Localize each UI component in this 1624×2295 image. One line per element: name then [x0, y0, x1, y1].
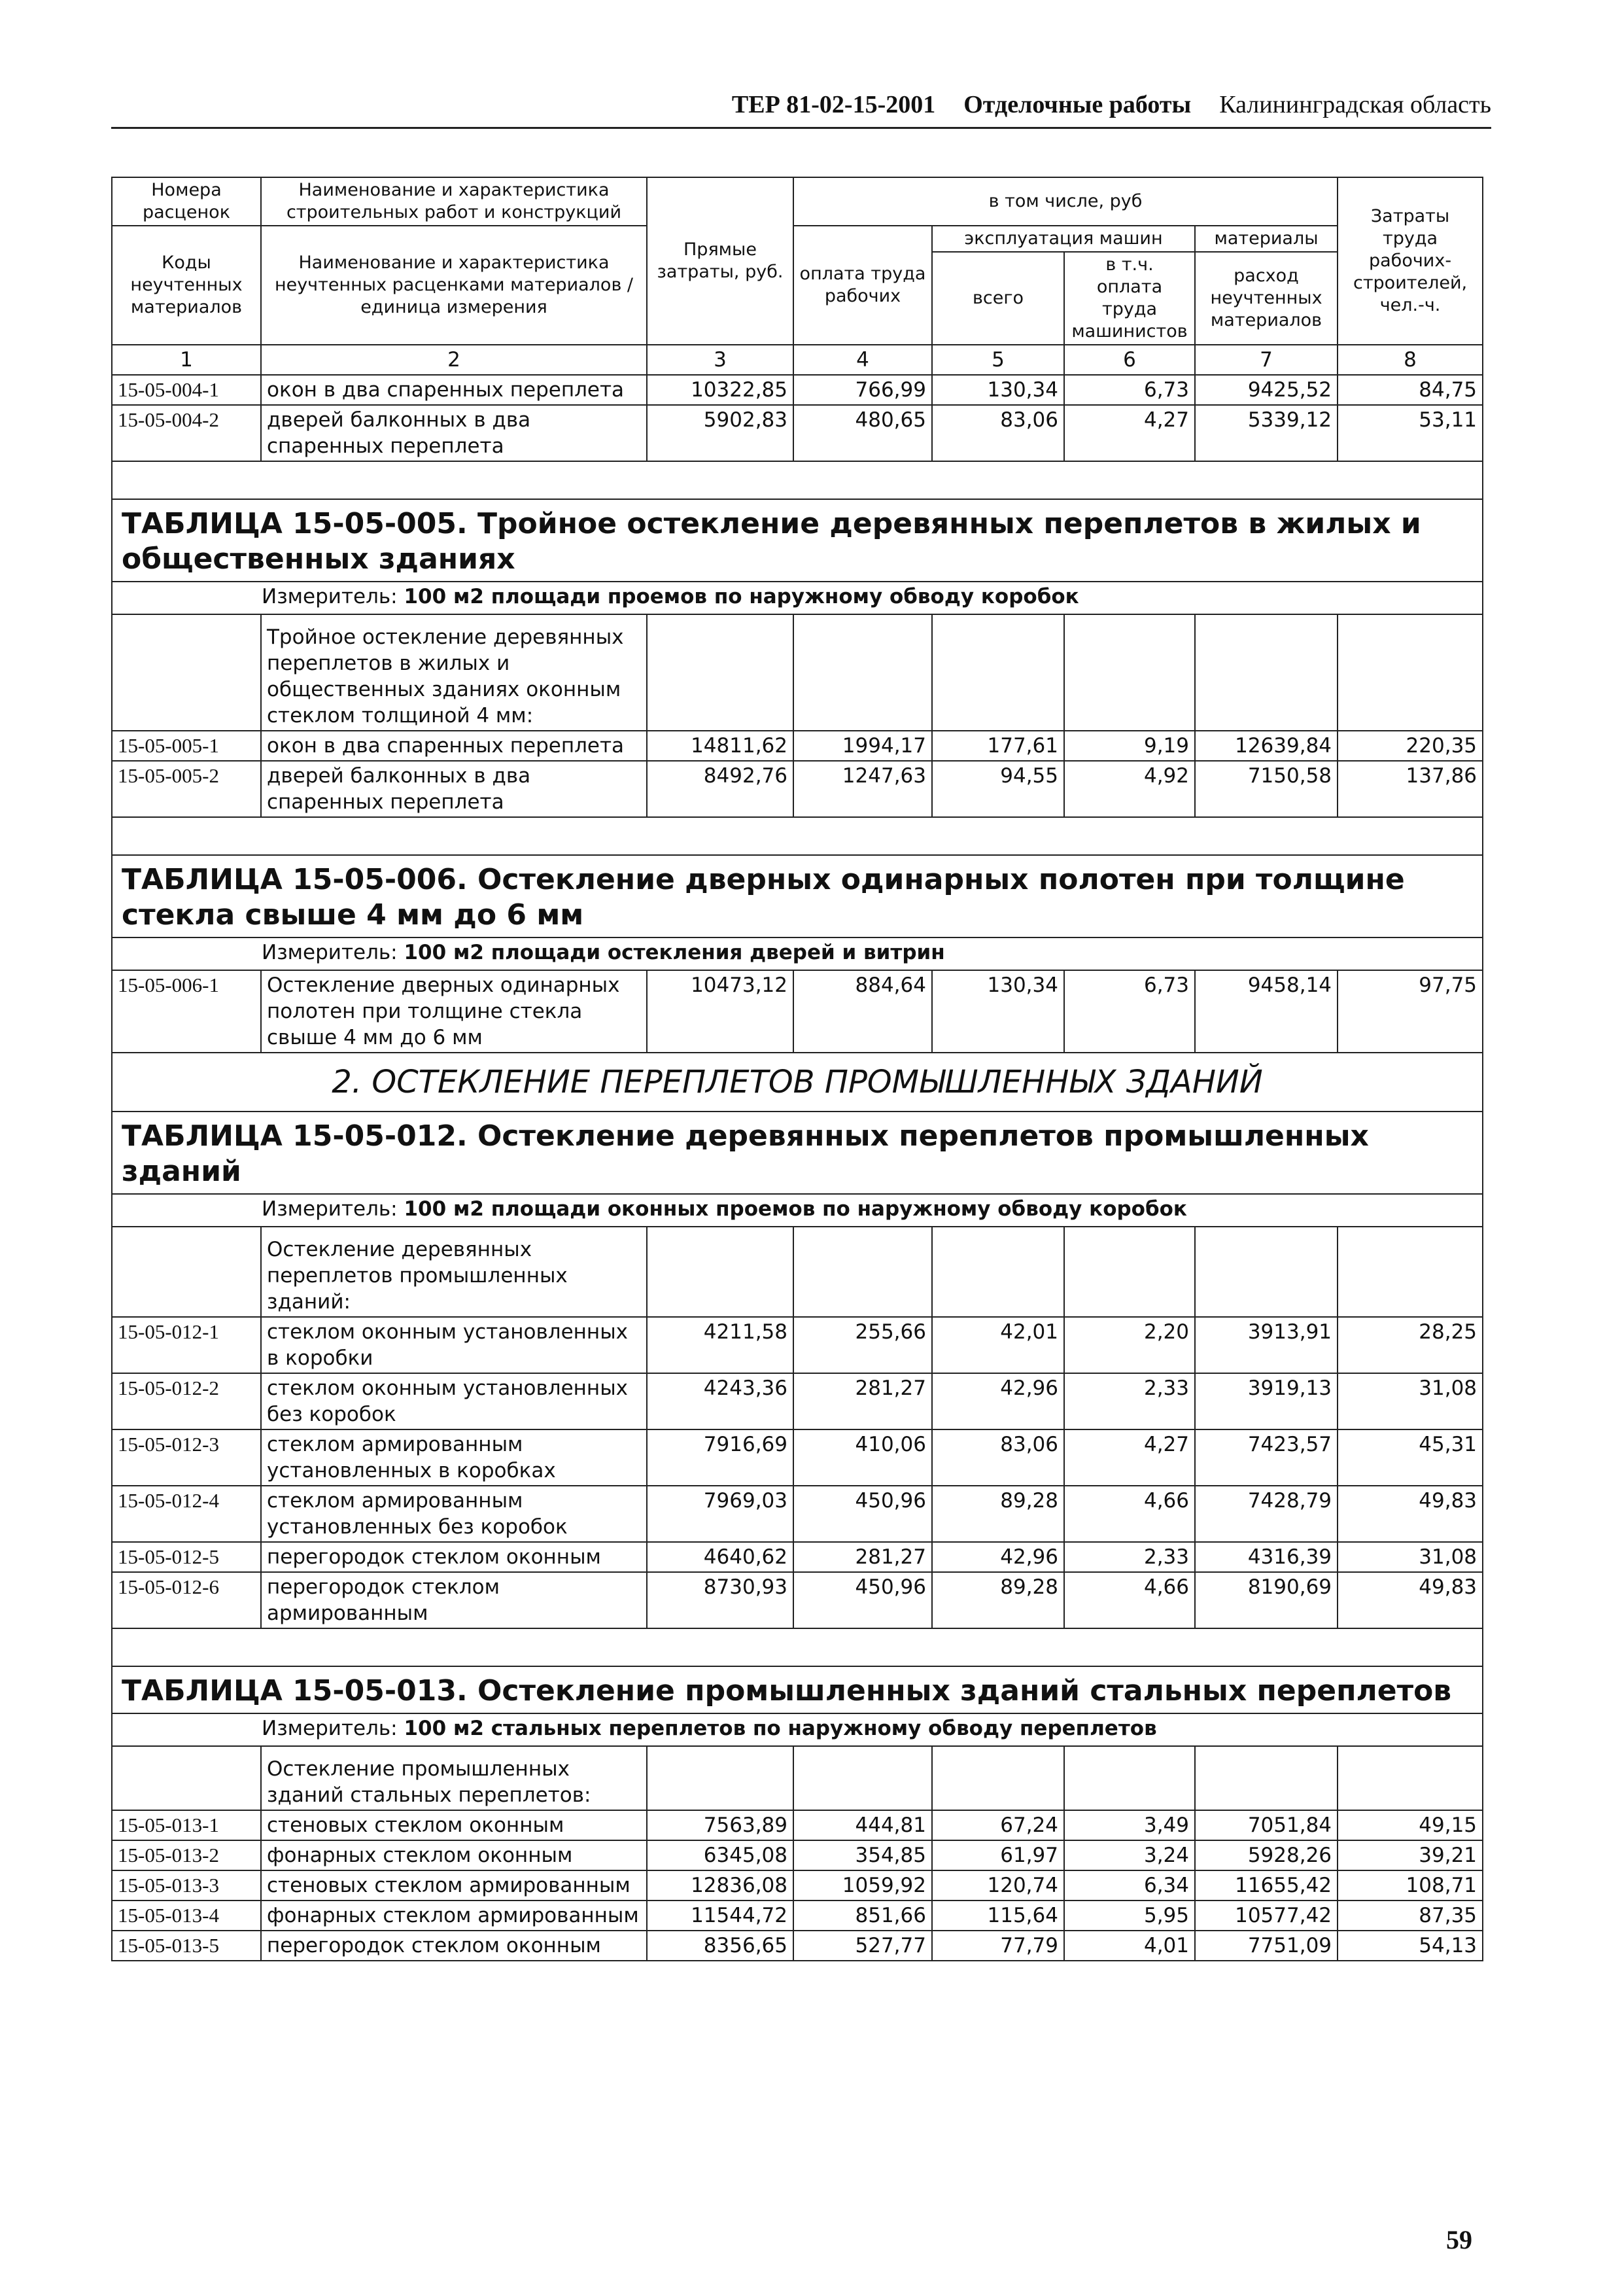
group-empty-cell	[647, 1746, 793, 1810]
group-empty-cell	[1064, 1227, 1195, 1317]
work-name: окон в два спаренных переплета	[261, 731, 647, 761]
table-row	[112, 1870, 1483, 1901]
group-description: Остекление промышленных зданий стальных переплетов:	[261, 1746, 647, 1810]
table-row	[112, 1317, 1483, 1373]
table-gap-cell	[112, 817, 1483, 855]
unit-label: Измеритель:	[262, 585, 398, 608]
table-title-text: ТАБЛИЦА 15-05-013. Остекление промышленных зданий стальных переплетов	[112, 1666, 1483, 1713]
table-title-text: ТАБЛИЦА 15-05-012. Остекление деревянных переплетов промышленных зданий	[112, 1112, 1483, 1194]
running-header	[111, 90, 1491, 129]
materials: 10577,42	[1195, 1901, 1338, 1931]
header-col2-bottom: Наименование и характеристика неучтенных расценками материалов / единица измерения	[261, 226, 647, 345]
machines-total: 77,79	[932, 1931, 1064, 1961]
rate-code: 15-05-012-5	[112, 1542, 261, 1572]
table-row	[112, 1931, 1483, 1961]
section-heading	[112, 1053, 1483, 1112]
group-row	[112, 1227, 1483, 1317]
table-gap-cell	[112, 1628, 1483, 1666]
header-labor-costs: Затраты труда рабочих-строителей, чел.-ч.	[1338, 177, 1483, 345]
unit-value: 100 м2 стальных переплетов по наружному обводу переплетов	[404, 1717, 1157, 1740]
work-name: Остекление дверных одинарных полотен при толщине стекла свыше 4 мм до 6 мм	[261, 970, 647, 1053]
labor-hours: 31,08	[1338, 1542, 1483, 1572]
machines-operators-pay: 3,49	[1064, 1810, 1195, 1840]
table-unit-cell	[112, 937, 1483, 970]
machines-operators-pay: 2,20	[1064, 1317, 1195, 1373]
column-index: 7	[1195, 345, 1338, 375]
labor-hours: 49,83	[1338, 1486, 1483, 1542]
machines-operators-pay: 3,24	[1064, 1840, 1195, 1870]
materials: 12639,84	[1195, 731, 1338, 761]
machines-operators-pay: 4,66	[1064, 1572, 1195, 1628]
column-index: 6	[1064, 345, 1195, 375]
direct-costs: 7563,89	[647, 1810, 793, 1840]
materials: 9458,14	[1195, 970, 1338, 1053]
table-title	[112, 855, 1483, 937]
machines-total: 67,24	[932, 1810, 1064, 1840]
labor-pay: 1994,17	[793, 731, 932, 761]
document-title: Отделочные работы	[963, 91, 1192, 118]
rate-code: 15-05-012-4	[112, 1486, 261, 1542]
unit-label: Измеритель:	[262, 1197, 398, 1221]
rate-code: 15-05-013-1	[112, 1810, 261, 1840]
direct-costs: 10322,85	[647, 375, 793, 405]
unit-value: 100 м2 площади остекления дверей и витрин	[404, 941, 945, 964]
work-name: перегородок стеклом армированным	[261, 1572, 647, 1628]
labor-hours: 108,71	[1338, 1870, 1483, 1901]
work-name: стеклом оконным установленных без коробок	[261, 1373, 647, 1429]
machines-operators-pay: 4,27	[1064, 1429, 1195, 1486]
table-gap	[112, 1628, 1483, 1666]
machines-operators-pay: 4,66	[1064, 1486, 1195, 1542]
machines-total: 120,74	[932, 1870, 1064, 1901]
group-description: Тройное остекление деревянных переплетов в жилых и общественных зданиях оконным стеклом толщиной 4 мм:	[261, 614, 647, 731]
labor-pay: 527,77	[793, 1931, 932, 1961]
group-empty-cell	[1064, 1746, 1195, 1810]
materials: 4316,39	[1195, 1542, 1338, 1572]
group-empty-cell	[793, 1746, 932, 1810]
machines-total: 42,96	[932, 1373, 1064, 1429]
table-row	[112, 405, 1483, 461]
group-empty-cell	[647, 1227, 793, 1317]
group-empty-cell	[1338, 614, 1483, 731]
column-index: 5	[932, 345, 1064, 375]
machines-total: 130,34	[932, 375, 1064, 405]
machines-operators-pay: 5,95	[1064, 1901, 1195, 1931]
machines-operators-pay: 4,92	[1064, 761, 1195, 817]
materials: 3919,13	[1195, 1373, 1338, 1429]
group-empty-cell	[1195, 1227, 1338, 1317]
group-row	[112, 614, 1483, 731]
labor-pay: 766,99	[793, 375, 932, 405]
rate-code: 15-05-004-2	[112, 405, 261, 461]
materials: 11655,42	[1195, 1870, 1338, 1901]
direct-costs: 8356,65	[647, 1931, 793, 1961]
header-col2-top: Наименование и характеристика строительных работ и конструкций	[261, 177, 647, 226]
machines-operators-pay: 4,27	[1064, 405, 1195, 461]
table-row	[112, 731, 1483, 761]
table-row	[112, 1486, 1483, 1542]
labor-hours: 54,13	[1338, 1931, 1483, 1961]
group-empty-cell	[793, 1227, 932, 1317]
labor-pay: 851,66	[793, 1901, 932, 1931]
labor-hours: 87,35	[1338, 1901, 1483, 1931]
labor-pay: 1059,92	[793, 1870, 932, 1901]
machines-total: 83,06	[932, 405, 1064, 461]
rates-table	[111, 177, 1483, 1961]
labor-hours: 49,83	[1338, 1572, 1483, 1628]
table-unit	[112, 1713, 1483, 1746]
machines-total: 61,97	[932, 1840, 1064, 1870]
table-row	[112, 970, 1483, 1053]
work-name: стеновых стеклом армированным	[261, 1870, 647, 1901]
machines-operators-pay: 6,73	[1064, 375, 1195, 405]
labor-pay: 480,65	[793, 405, 932, 461]
table-row	[112, 1429, 1483, 1486]
direct-costs: 7969,03	[647, 1486, 793, 1542]
group-empty-cell	[1195, 614, 1338, 731]
rate-code: 15-05-013-4	[112, 1901, 261, 1931]
work-name: стеклом армированным установленных без коробок	[261, 1486, 647, 1542]
document-code: ТЕР 81-02-15-2001	[731, 91, 936, 118]
header-row-2	[112, 226, 1483, 252]
work-name: дверей балконных в два спаренных переплета	[261, 405, 647, 461]
machines-operators-pay: 4,01	[1064, 1931, 1195, 1961]
rate-code: 15-05-013-2	[112, 1840, 261, 1870]
labor-pay: 281,27	[793, 1373, 932, 1429]
work-name: перегородок стеклом оконным	[261, 1542, 647, 1572]
machines-total: 89,28	[932, 1572, 1064, 1628]
work-name: фонарных стеклом оконным	[261, 1840, 647, 1870]
work-name: стеновых стеклом оконным	[261, 1810, 647, 1840]
group-empty-cell	[932, 614, 1064, 731]
group-empty-cell	[793, 614, 932, 731]
table-gap	[112, 461, 1483, 499]
header-col1-top: Номера расценок	[112, 177, 261, 226]
labor-hours: 39,21	[1338, 1840, 1483, 1870]
rate-code: 15-05-013-5	[112, 1931, 261, 1961]
table-title-text: ТАБЛИЦА 15-05-005. Тройное остекление деревянных переплетов в жилых и общественных зданиях	[112, 499, 1483, 582]
group-empty-cell	[1338, 1227, 1483, 1317]
rate-code: 15-05-012-6	[112, 1572, 261, 1628]
machines-total: 115,64	[932, 1901, 1064, 1931]
machines-total: 42,96	[932, 1542, 1064, 1572]
labor-hours: 53,11	[1338, 405, 1483, 461]
table-unit-cell	[112, 582, 1483, 614]
machines-operators-pay: 6,73	[1064, 970, 1195, 1053]
direct-costs: 6345,08	[647, 1840, 793, 1870]
machines-operators-pay: 6,34	[1064, 1870, 1195, 1901]
table-unit-cell	[112, 1194, 1483, 1227]
header-direct-costs: Прямые затраты, руб.	[647, 177, 793, 345]
materials: 5339,12	[1195, 405, 1338, 461]
header-machines-operators: в т.ч. оплата труда машинистов	[1064, 252, 1195, 345]
work-name: стеклом армированным установленных в коробках	[261, 1429, 647, 1486]
rate-code: 15-05-004-1	[112, 375, 261, 405]
work-name: перегородок стеклом оконным	[261, 1931, 647, 1961]
header-including: в том числе, руб	[793, 177, 1338, 226]
machines-total: 89,28	[932, 1486, 1064, 1542]
group-code-empty	[112, 1746, 261, 1810]
header-row-1	[112, 177, 1483, 226]
table-title-text: ТАБЛИЦА 15-05-006. Остекление дверных одинарных полотен при толщине стекла свыше 4 мм до 6 мм	[112, 855, 1483, 937]
unit-label: Измеритель:	[262, 1717, 398, 1740]
work-name: фонарных стеклом армированным	[261, 1901, 647, 1931]
table-title	[112, 1666, 1483, 1713]
column-index: 8	[1338, 345, 1483, 375]
materials: 8190,69	[1195, 1572, 1338, 1628]
group-empty-cell	[647, 614, 793, 731]
header-materials-use: расход неучтенных материалов	[1195, 252, 1338, 345]
direct-costs: 11544,72	[647, 1901, 793, 1931]
rate-code: 15-05-005-1	[112, 731, 261, 761]
direct-costs: 8730,93	[647, 1572, 793, 1628]
table-title	[112, 1112, 1483, 1194]
unit-label: Измеритель:	[262, 941, 398, 964]
group-row	[112, 1746, 1483, 1810]
labor-pay: 1247,63	[793, 761, 932, 817]
labor-pay: 354,85	[793, 1840, 932, 1870]
materials: 5928,26	[1195, 1840, 1338, 1870]
table-row	[112, 1840, 1483, 1870]
materials: 7423,57	[1195, 1429, 1338, 1486]
table-row	[112, 375, 1483, 405]
materials: 7428,79	[1195, 1486, 1338, 1542]
table-row	[112, 1542, 1483, 1572]
header-materials: материалы	[1195, 226, 1338, 252]
rate-code: 15-05-012-1	[112, 1317, 261, 1373]
header-machines-total: всего	[932, 252, 1064, 345]
labor-hours: 49,15	[1338, 1810, 1483, 1840]
group-empty-cell	[932, 1746, 1064, 1810]
column-index: 3	[647, 345, 793, 375]
group-empty-cell	[1195, 1746, 1338, 1810]
page-number: 59	[1446, 2225, 1472, 2254]
machines-operators-pay: 9,19	[1064, 731, 1195, 761]
document-region: Калининградская область	[1219, 91, 1491, 118]
labor-hours: 84,75	[1338, 375, 1483, 405]
column-index: 1	[112, 345, 261, 375]
rate-code: 15-05-013-3	[112, 1870, 261, 1901]
labor-pay: 450,96	[793, 1572, 932, 1628]
table-unit	[112, 937, 1483, 970]
direct-costs: 4640,62	[647, 1542, 793, 1572]
group-empty-cell	[932, 1227, 1064, 1317]
header-col1-bottom: Коды неучтенных материалов	[112, 226, 261, 345]
materials: 7150,58	[1195, 761, 1338, 817]
machines-total: 130,34	[932, 970, 1064, 1053]
materials: 7751,09	[1195, 1931, 1338, 1961]
column-index-row	[112, 345, 1483, 375]
machines-operators-pay: 2,33	[1064, 1373, 1195, 1429]
materials: 9425,52	[1195, 375, 1338, 405]
table-row	[112, 1810, 1483, 1840]
labor-hours: 45,31	[1338, 1429, 1483, 1486]
table-unit	[112, 1194, 1483, 1227]
materials: 7051,84	[1195, 1810, 1338, 1840]
labor-hours: 31,08	[1338, 1373, 1483, 1429]
labor-hours: 220,35	[1338, 731, 1483, 761]
work-name: окон в два спаренных переплета	[261, 375, 647, 405]
machines-total: 42,01	[932, 1317, 1064, 1373]
machines-operators-pay: 2,33	[1064, 1542, 1195, 1572]
direct-costs: 14811,62	[647, 731, 793, 761]
direct-costs: 8492,76	[647, 761, 793, 817]
rate-code: 15-05-006-1	[112, 970, 261, 1053]
table-unit-cell	[112, 1713, 1483, 1746]
group-code-empty	[112, 614, 261, 731]
rate-code: 15-05-012-2	[112, 1373, 261, 1429]
table-row	[112, 1901, 1483, 1931]
direct-costs: 10473,12	[647, 970, 793, 1053]
labor-hours: 97,75	[1338, 970, 1483, 1053]
direct-costs: 4211,58	[647, 1317, 793, 1373]
machines-total: 94,55	[932, 761, 1064, 817]
table-title	[112, 499, 1483, 582]
work-name: стеклом оконным установленных в коробки	[261, 1317, 647, 1373]
labor-pay: 410,06	[793, 1429, 932, 1486]
group-empty-cell	[1064, 614, 1195, 731]
labor-pay: 450,96	[793, 1486, 932, 1542]
header-labor-pay: оплата труда рабочих	[793, 226, 932, 345]
direct-costs: 7916,69	[647, 1429, 793, 1486]
column-index: 4	[793, 345, 932, 375]
table-gap-cell	[112, 461, 1483, 499]
rate-code: 15-05-012-3	[112, 1429, 261, 1486]
labor-pay: 255,66	[793, 1317, 932, 1373]
direct-costs: 5902,83	[647, 405, 793, 461]
table-row	[112, 761, 1483, 817]
direct-costs: 4243,36	[647, 1373, 793, 1429]
table-gap	[112, 817, 1483, 855]
table-unit	[112, 582, 1483, 614]
rate-code: 15-05-005-2	[112, 761, 261, 817]
unit-value: 100 м2 площади оконных проемов по наружному обводу коробок	[404, 1197, 1187, 1221]
table-row	[112, 1572, 1483, 1628]
column-index: 2	[261, 345, 647, 375]
direct-costs: 12836,08	[647, 1870, 793, 1901]
header-machines: эксплуатация машин	[932, 226, 1195, 252]
work-name: дверей балконных в два спаренных переплета	[261, 761, 647, 817]
labor-hours: 137,86	[1338, 761, 1483, 817]
labor-pay: 444,81	[793, 1810, 932, 1840]
unit-value: 100 м2 площади проемов по наружному обводу коробок	[404, 585, 1079, 608]
section-title: 2. ОСТЕКЛЕНИЕ ПЕРЕПЛЕТОВ ПРОМЫШЛЕННЫХ ЗДАНИЙ	[112, 1053, 1483, 1112]
group-description: Остекление деревянных переплетов промышленных зданий:	[261, 1227, 647, 1317]
group-empty-cell	[1338, 1746, 1483, 1810]
group-code-empty	[112, 1227, 261, 1317]
machines-total: 83,06	[932, 1429, 1064, 1486]
labor-pay: 281,27	[793, 1542, 932, 1572]
labor-hours: 28,25	[1338, 1317, 1483, 1373]
labor-pay: 884,64	[793, 970, 932, 1053]
machines-total: 177,61	[932, 731, 1064, 761]
materials: 3913,91	[1195, 1317, 1338, 1373]
table-row	[112, 1373, 1483, 1429]
